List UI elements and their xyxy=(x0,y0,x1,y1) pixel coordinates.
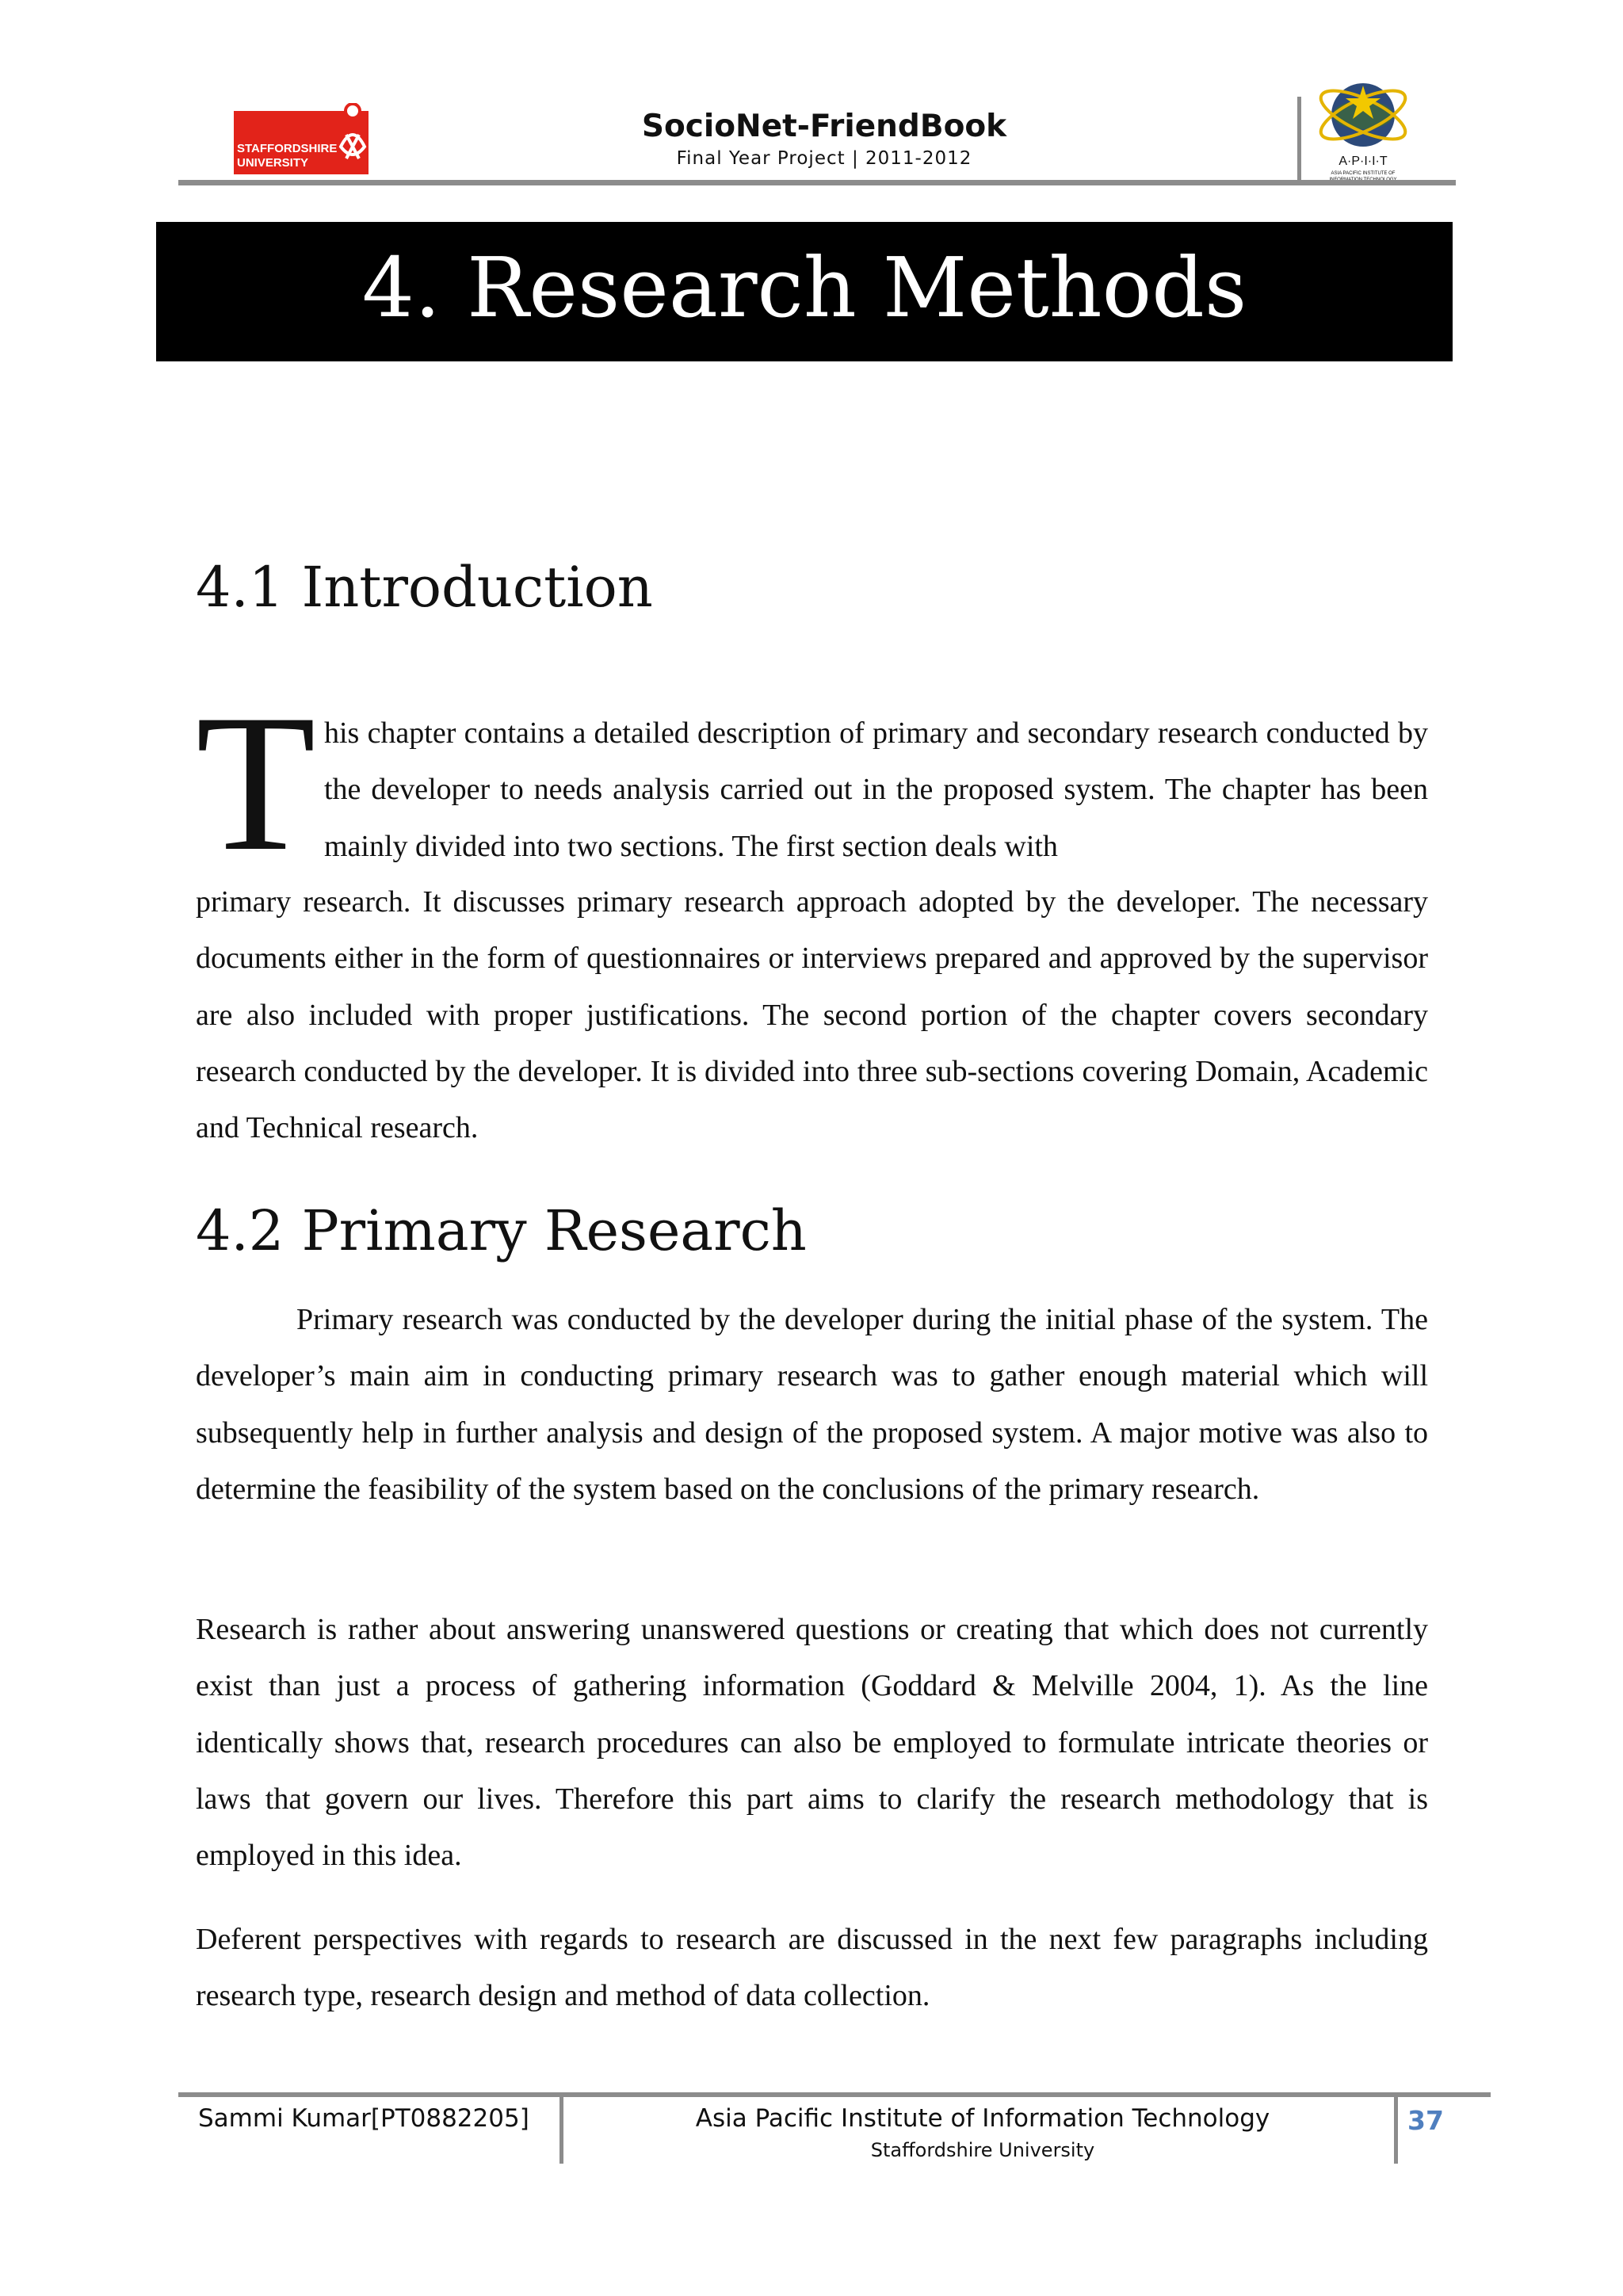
header-divider xyxy=(1297,97,1301,182)
svg-text:UNIVERSITY: UNIVERSITY xyxy=(237,156,309,170)
apiit-logo xyxy=(1308,71,1419,182)
footer-rule xyxy=(178,2092,1491,2097)
section-heading-introduction: 4.1 Introduction xyxy=(196,555,653,620)
svg-text:STAFFORDSHIRE: STAFFORDSHIRE xyxy=(237,142,338,155)
svg-text:ASIA PACIFIC INSTITUTE OF: ASIA PACIFIC INSTITUTE OF xyxy=(1331,171,1396,176)
project-subtitle: Final Year Project | 2011-2012 xyxy=(676,148,972,169)
svg-text:A·P·I·I·T: A·P·I·I·T xyxy=(1338,155,1388,168)
footer-institute: Asia Pacific Institute of Information Technology xyxy=(695,2104,1270,2133)
footer-university: Staffordshire University xyxy=(870,2139,1095,2161)
footer-author: Sammi Kumar[PT0882205] xyxy=(198,2104,529,2133)
chapter-title: 4. Research Methods xyxy=(361,239,1247,336)
primary-paragraph-1: Primary research was conducted by the developer during the initial phase of the system. The developer’s main aim in conducting primary research was to gather enough material which will subsequently help in further analysis and design of the proposed system. A major motive was also to determine the feasibility of the system based on the conclusions of the primary research. xyxy=(196,1303,1428,1506)
project-title: SocioNet-FriendBook xyxy=(641,109,1007,144)
header-rule xyxy=(178,180,1456,185)
staffordshire-university-logo xyxy=(234,103,369,174)
intro-paragraph-lead: his chapter contains a detailed description of primary and secondary research conducted by the developer to needs analysis carried out in the proposed system. The chapter has been mainly divided into two sections. The first section deals with xyxy=(324,716,1428,863)
intro-paragraph-rest: primary research. It discusses primary research approach adopted by the developer. The necessary documents either in the form of questionnaires or interviews prepared and approved by the supervisor are also included with proper justifications. The second portion of the chapter covers secondary research conducted by the developer. It is divided into three sub-sections covering Domain, Academic and Technical research. xyxy=(196,885,1428,1145)
chapter-banner xyxy=(156,222,1453,361)
footer-divider-right xyxy=(1394,2097,1398,2164)
page-number: 37 xyxy=(1407,2105,1444,2136)
section-heading-primary-research: 4.2 Primary Research xyxy=(196,1198,807,1263)
primary-paragraph-3: Deferent perspectives with regards to research are discussed in the next few paragraphs including research type, research design and method of data collection. xyxy=(196,1923,1428,2013)
footer-divider-left xyxy=(559,2097,563,2164)
drop-cap: T xyxy=(196,674,316,892)
primary-paragraph-2: Research is rather about answering unanswered questions or creating that which does not currently exist than just a process of gathering information (Goddard & Melville 2004, 1). As the line identically shows that, research procedures can also be employed to formulate intricate theories or laws that govern our lives. Therefore this part aims to clarify the research methodology that is employed in this idea. xyxy=(196,1613,1428,1873)
